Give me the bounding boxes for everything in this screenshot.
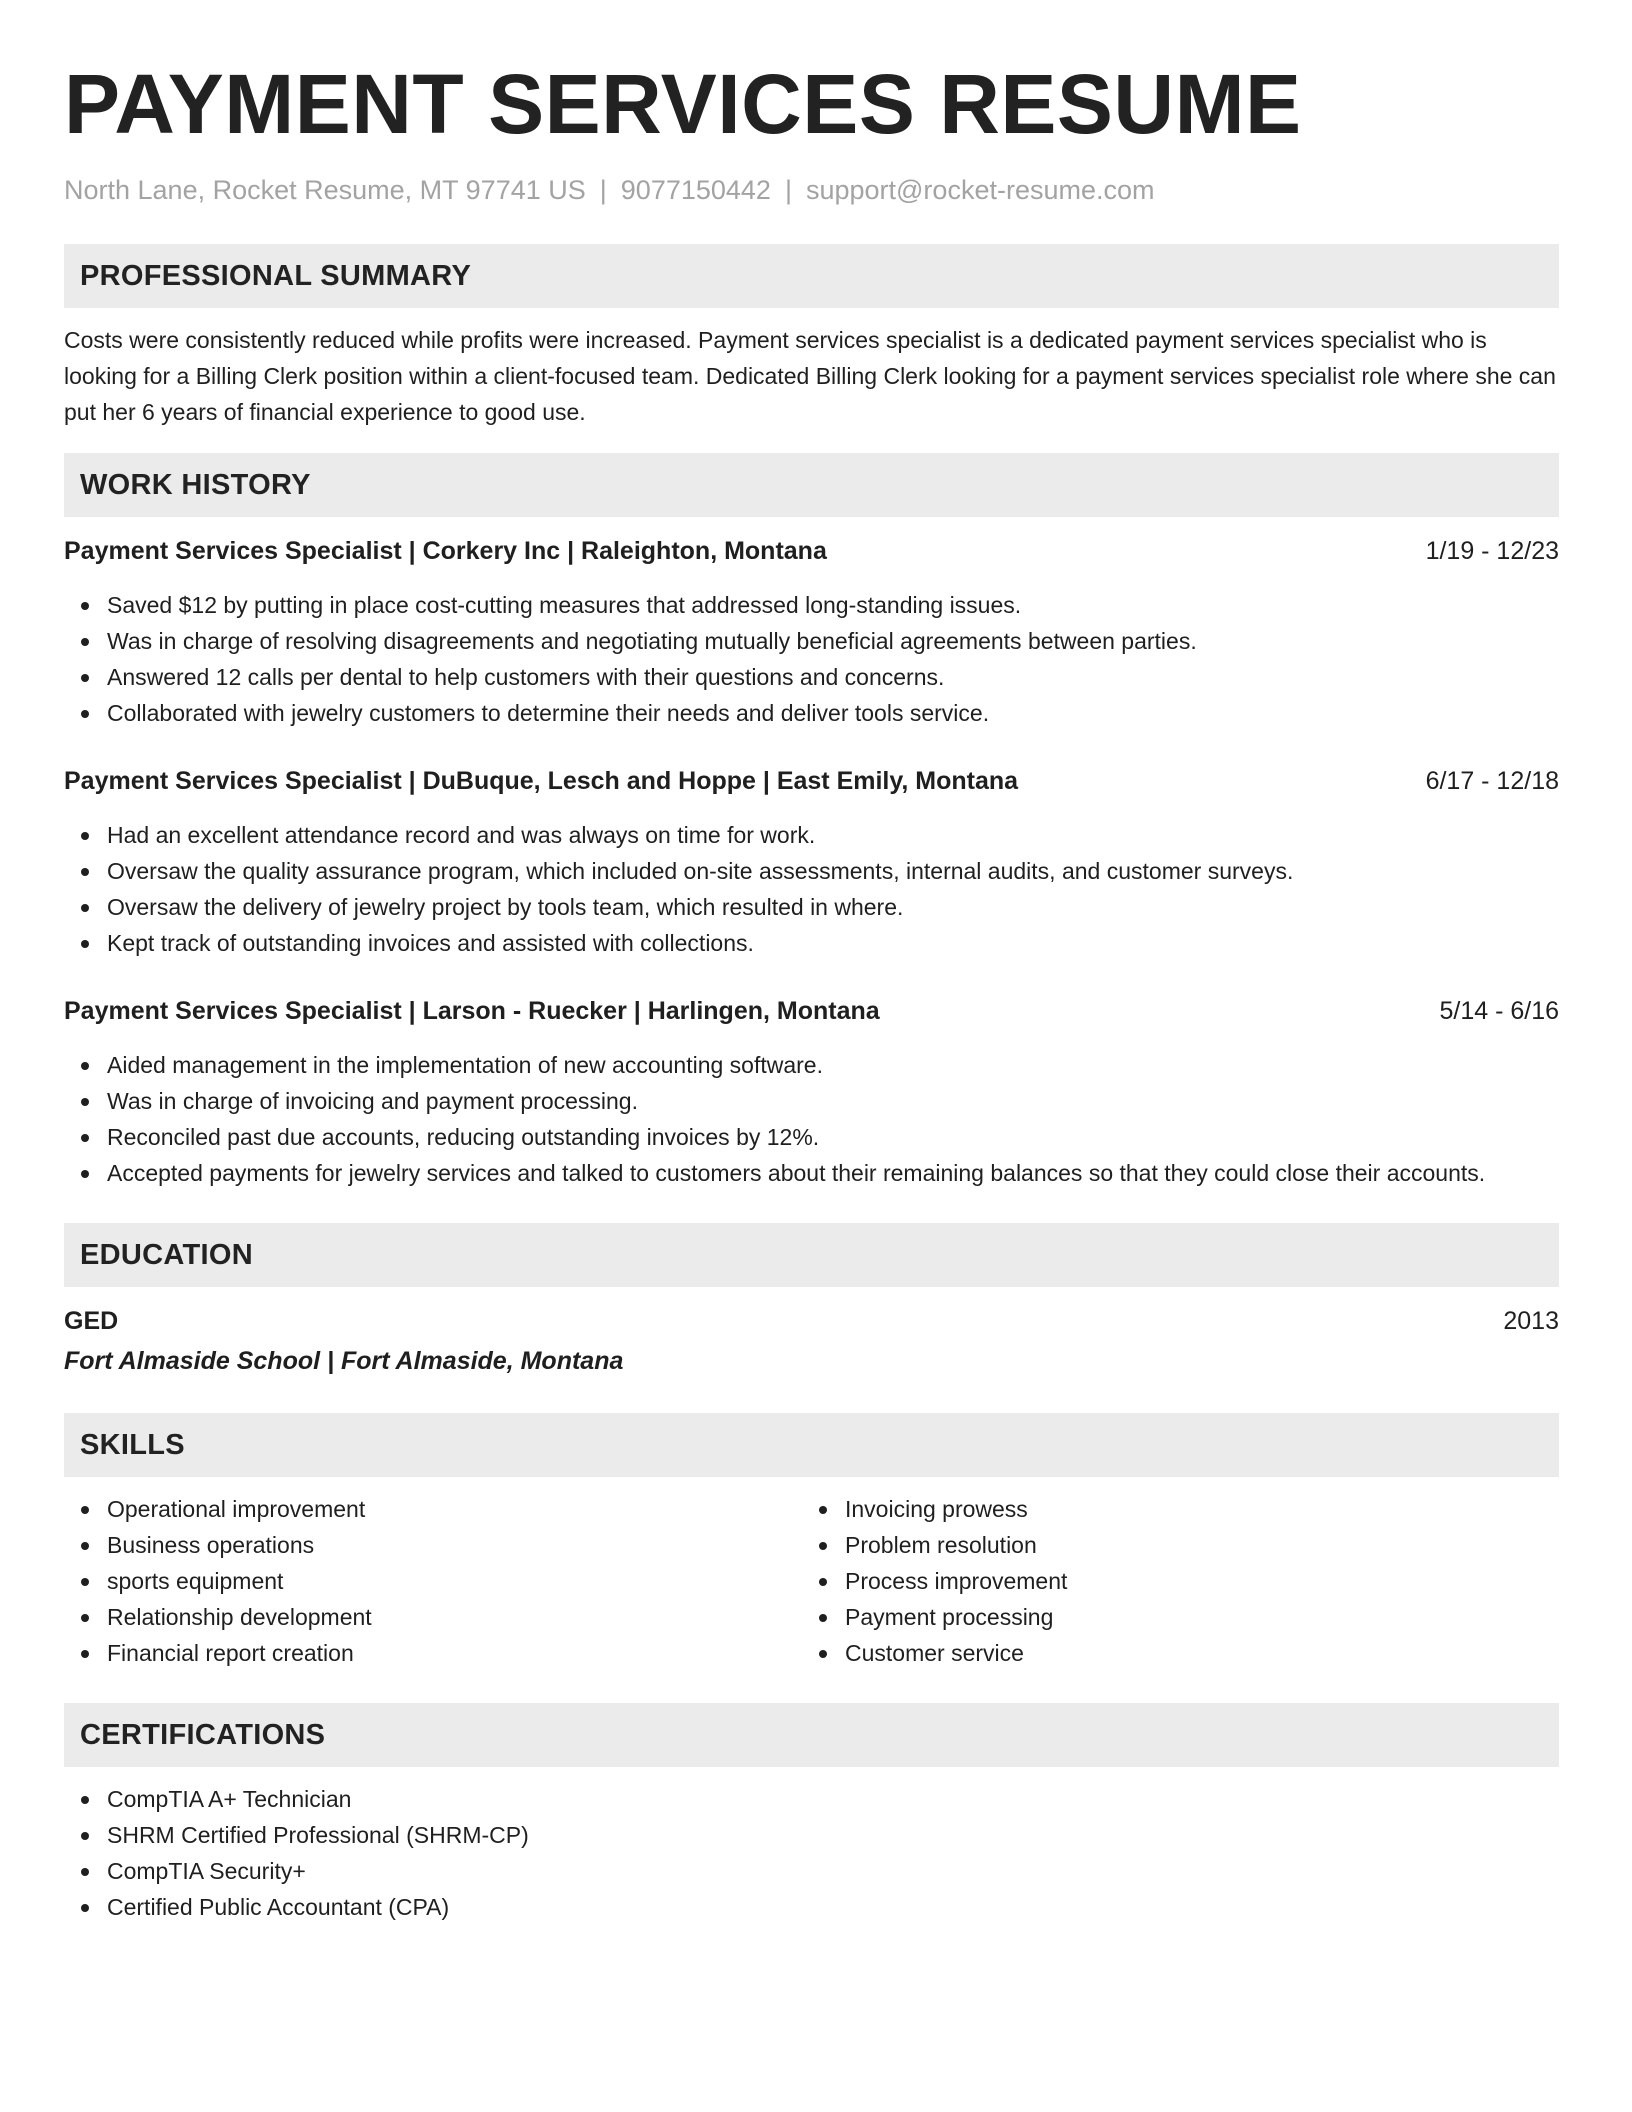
list-item: Answered 12 calls per dental to help customers with their questions and concerns.: [64, 659, 1559, 695]
job-header: [64, 533, 1559, 569]
list-item: Problem resolution: [802, 1527, 1540, 1563]
job-entry: [64, 763, 1559, 961]
list-item: Kept track of outstanding invoices and assisted with collections.: [64, 925, 1559, 961]
list-item: Was in charge of resolving disagreements and negotiating mutually beneficial agreements between parties.: [64, 623, 1559, 659]
section-heading-skills: SKILLS: [64, 1413, 1559, 1477]
job-header: [64, 763, 1559, 799]
section-heading-work: WORK HISTORY: [64, 453, 1559, 517]
section-heading-education: EDUCATION: [64, 1223, 1559, 1287]
list-item: CompTIA Security+: [64, 1853, 1559, 1889]
list-item: SHRM Certified Professional (SHRM-CP): [64, 1817, 1559, 1853]
skills-list-left: [64, 1491, 802, 1671]
list-item: Payment processing: [802, 1599, 1540, 1635]
list-item: Accepted payments for jewelry services and talked to customers about their remaining balances so that they could close their accounts.: [64, 1155, 1559, 1191]
list-item: Financial report creation: [64, 1635, 802, 1671]
job-bullets: [64, 1047, 1559, 1191]
list-item: Saved $12 by putting in place cost-cutting measures that addressed long-standing issues.: [64, 587, 1559, 623]
list-item: Relationship development: [64, 1599, 802, 1635]
skills-list-right: [802, 1491, 1540, 1671]
resume-title: PAYMENT SERVICES RESUME: [64, 57, 1302, 151]
list-item: Invoicing prowess: [802, 1491, 1540, 1527]
summary-text: Costs were consistently reduced while profits were increased. Payment services specialist is a dedicated payment services specialist who is looking for a Billing Clerk position within a client-focused team. Dedicated Billing Clerk looking for a payment services specialist role where she can put her 6 years of financial experience to good use.: [64, 327, 1556, 425]
job-dates: 1/19 - 12/23: [1425, 537, 1559, 565]
education-year: 2013: [1503, 1307, 1559, 1335]
section-heading-summary: PROFESSIONAL SUMMARY: [64, 244, 1559, 308]
list-item: Oversaw the quality assurance program, which included on-site assessments, internal audits, and customer surveys.: [64, 853, 1559, 889]
job-dates: 5/14 - 6/16: [1439, 997, 1559, 1025]
education-degree: GED: [64, 1307, 119, 1335]
job-entry: [64, 533, 1559, 731]
list-item: Reconciled past due accounts, reducing outstanding invoices by 12%.: [64, 1119, 1559, 1155]
education-entry: [64, 1303, 1559, 1379]
resume-page: [64, 0, 1559, 1925]
job-title: Payment Services Specialist | Larson - Ruecker | Harlingen, Montana: [64, 997, 880, 1025]
job-title: Payment Services Specialist | Corkery Inc | Raleighton, Montana: [64, 537, 827, 565]
contact-separator: |: [599, 175, 607, 205]
list-item: CompTIA A+ Technician: [64, 1781, 1559, 1817]
contact-address: North Lane, Rocket Resume, MT 97741 US: [64, 175, 586, 205]
job-header: [64, 993, 1559, 1029]
list-item: Operational improvement: [64, 1491, 802, 1527]
list-item: Process improvement: [802, 1563, 1540, 1599]
certifications-list: [64, 1781, 1559, 1925]
list-item: Collaborated with jewelry customers to determine their needs and deliver tools service.: [64, 695, 1559, 731]
education-school: Fort Almaside School | Fort Almaside, Montana: [64, 1347, 624, 1375]
education-header: [64, 1303, 1559, 1339]
job-dates: 6/17 - 12/18: [1425, 767, 1559, 795]
list-item: Business operations: [64, 1527, 802, 1563]
list-item: Aided management in the implementation of new accounting software.: [64, 1047, 1559, 1083]
section-heading-certifications: CERTIFICATIONS: [64, 1703, 1559, 1767]
job-title: Payment Services Specialist | DuBuque, Lesch and Hoppe | East Emily, Montana: [64, 767, 1019, 795]
list-item: Was in charge of invoicing and payment processing.: [64, 1083, 1559, 1119]
contact-phone: 9077150442: [620, 175, 771, 205]
contact-separator: |: [784, 175, 792, 205]
skills-columns: [64, 1491, 1559, 1671]
contact-line: [64, 172, 1559, 208]
job-bullets: [64, 587, 1559, 731]
list-item: Had an excellent attendance record and was always on time for work.: [64, 817, 1559, 853]
job-entry: [64, 993, 1559, 1191]
list-item: Certified Public Accountant (CPA): [64, 1889, 1559, 1925]
list-item: Customer service: [802, 1635, 1540, 1671]
contact-email: support@rocket-resume.com: [805, 175, 1155, 205]
list-item: sports equipment: [64, 1563, 802, 1599]
list-item: Oversaw the delivery of jewelry project by tools team, which resulted in where.: [64, 889, 1559, 925]
job-bullets: [64, 817, 1559, 961]
